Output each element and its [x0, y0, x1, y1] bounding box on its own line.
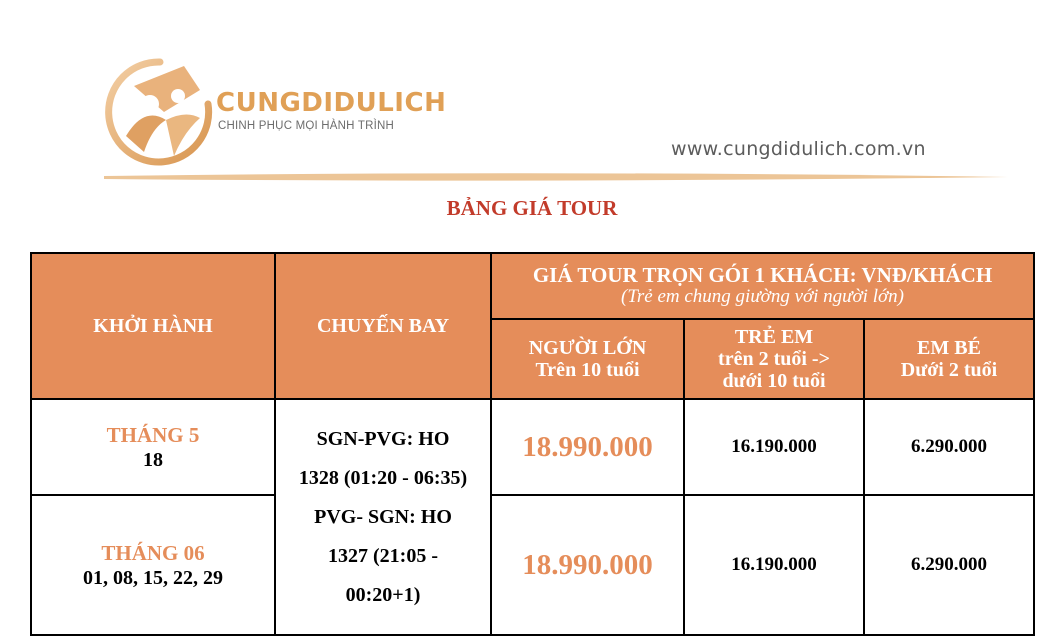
- adult-price: 18.990.000: [491, 399, 684, 495]
- website-url: www.cungdidulich.com.vn: [671, 138, 926, 160]
- departure-month: THÁNG 5: [106, 423, 200, 447]
- adult-price: 18.990.000: [491, 495, 684, 635]
- flight-return-line3: 00:20+1): [345, 583, 421, 606]
- table-row: [31, 495, 1034, 635]
- table-row: [31, 399, 1034, 495]
- logo-mark-icon: [104, 56, 216, 168]
- header-group-title: GIÁ TOUR TRỌN GÓI 1 KHÁCH: VNĐ/KHÁCH: [532, 263, 993, 287]
- header-adult-age: Trên 10 tuổi: [535, 359, 640, 381]
- infant-price: 6.290.000: [864, 495, 1034, 635]
- child-price: 16.190.000: [684, 495, 864, 635]
- header-price-group: [491, 253, 1034, 319]
- departure-days: 01, 08, 15, 22, 29: [83, 567, 223, 589]
- header-infant-label: EM BÉ: [917, 337, 981, 359]
- flight-outbound-line2: 1328 (01:20 - 06:35): [298, 466, 468, 489]
- price-table: [30, 252, 1035, 636]
- departure-cell: [31, 399, 275, 495]
- header-adult: [491, 319, 684, 399]
- flight-return-line1: PVG- SGN: HO: [314, 505, 452, 528]
- child-price: 16.190.000: [684, 399, 864, 495]
- flight-outbound-line1: SGN-PVG: HO: [316, 427, 450, 450]
- header-group-subtitle: (Trẻ em chung giường với người lớn): [621, 286, 904, 307]
- flight-return-line2: 1327 (21:05 -: [328, 544, 438, 567]
- header-departure: KHỞI HÀNH: [31, 253, 275, 399]
- flight-cell: [275, 399, 491, 635]
- header-divider: [104, 170, 1008, 184]
- brand-name: CUNGDIDULICH: [216, 88, 447, 118]
- departure-month: THÁNG 06: [101, 541, 205, 565]
- logo: [104, 56, 447, 168]
- departure-days: 18: [143, 449, 163, 471]
- header-infant: [864, 319, 1034, 399]
- departure-cell: [31, 495, 275, 635]
- header-infant-age: Dưới 2 tuổi: [900, 359, 998, 381]
- header-child: [684, 319, 864, 399]
- page-title: BẢNG GIÁ TOUR: [446, 196, 618, 220]
- header-flight: CHUYẾN BAY: [275, 253, 491, 399]
- infant-price: 6.290.000: [864, 399, 1034, 495]
- header-child-age-to: dưới 10 tuổi: [722, 370, 826, 392]
- header-adult-label: NGƯỜI LỚN: [528, 337, 647, 359]
- brand-tagline: CHINH PHỤC MỌI HÀNH TRÌNH: [218, 120, 395, 132]
- header-child-age-from: trên 2 tuổi ->: [718, 348, 830, 370]
- header-child-label: TRẺ EM: [734, 326, 814, 348]
